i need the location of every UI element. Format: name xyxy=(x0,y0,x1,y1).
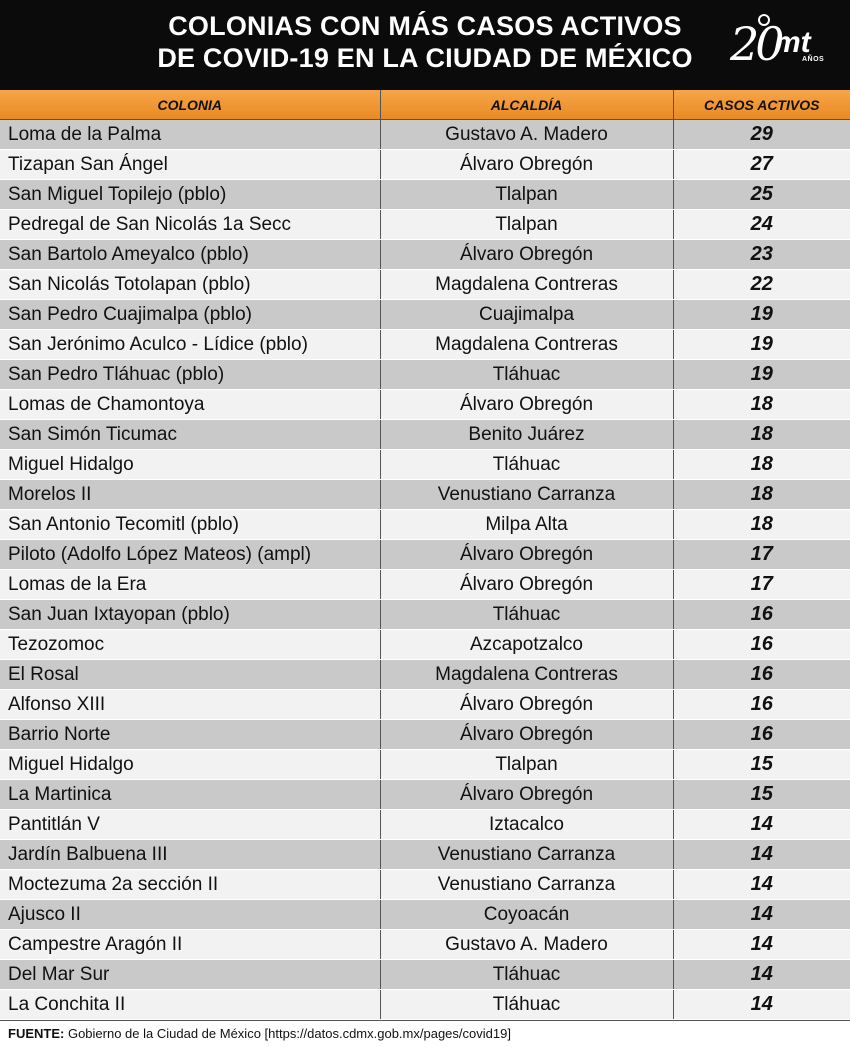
title-line-2: DE COVID-19 EN LA CIUDAD DE MÉXICO xyxy=(157,43,693,73)
cell-alcaldia: Benito Juárez xyxy=(380,420,673,450)
cell-alcaldia: Magdalena Contreras xyxy=(380,330,673,360)
cell-casos-activos: 14 xyxy=(673,870,850,900)
cell-casos-activos: 14 xyxy=(673,930,850,960)
cell-casos-activos: 18 xyxy=(673,390,850,420)
cell-colonia: San Simón Ticumac xyxy=(0,420,380,450)
table-row xyxy=(0,270,850,300)
cell-casos-activos: 19 xyxy=(673,330,850,360)
cell-alcaldia: Venustiano Carranza xyxy=(380,870,673,900)
cell-casos-activos: 14 xyxy=(673,810,850,840)
cell-alcaldia: Gustavo A. Madero xyxy=(380,120,673,150)
cell-alcaldia: Coyoacán xyxy=(380,900,673,930)
table-row xyxy=(0,330,850,360)
cell-colonia: Piloto (Adolfo López Mateos) (ampl) xyxy=(0,540,380,570)
cell-colonia: Lomas de la Era xyxy=(0,570,380,600)
cell-casos-activos: 15 xyxy=(673,780,850,810)
cell-colonia: San Pedro Tláhuac (pblo) xyxy=(0,360,380,390)
cell-casos-activos: 16 xyxy=(673,720,850,750)
cell-casos-activos: 19 xyxy=(673,300,850,330)
cell-alcaldia: Álvaro Obregón xyxy=(380,540,673,570)
cell-casos-activos: 18 xyxy=(673,510,850,540)
cell-alcaldia: Magdalena Contreras xyxy=(380,270,673,300)
cell-colonia: Jardín Balbuena III xyxy=(0,840,380,870)
cell-colonia: Pantitlán V xyxy=(0,810,380,840)
cell-casos-activos: 14 xyxy=(673,900,850,930)
cell-casos-activos: 23 xyxy=(673,240,850,270)
table-row xyxy=(0,120,850,150)
cell-colonia: El Rosal xyxy=(0,660,380,690)
table-row xyxy=(0,990,850,1020)
cell-colonia: Campestre Aragón II xyxy=(0,930,380,960)
cell-colonia: San Jerónimo Aculco - Lídice (pblo) xyxy=(0,330,380,360)
cell-casos-activos: 24 xyxy=(673,210,850,240)
table-row xyxy=(0,660,850,690)
title-line-1: COLONIAS CON MÁS CASOS ACTIVOS xyxy=(168,11,682,41)
cell-colonia: San Pedro Cuajimalpa (pblo) xyxy=(0,300,380,330)
cell-colonia: Miguel Hidalgo xyxy=(0,450,380,480)
cell-alcaldia: Iztacalco xyxy=(380,810,673,840)
cases-table xyxy=(0,90,850,1020)
cell-casos-activos: 16 xyxy=(673,690,850,720)
cell-colonia: La Conchita II xyxy=(0,990,380,1020)
cell-casos-activos: 22 xyxy=(673,270,850,300)
cell-alcaldia: Tláhuac xyxy=(380,450,673,480)
logo-number: 20 xyxy=(730,17,781,71)
table-row xyxy=(0,960,850,990)
table-row xyxy=(0,570,850,600)
cell-casos-activos: 14 xyxy=(673,840,850,870)
cell-alcaldia: Álvaro Obregón xyxy=(380,570,673,600)
cell-alcaldia: Tláhuac xyxy=(380,960,673,990)
source-text: Gobierno de la Ciudad de México [https://datos.cdmx.gob.mx/pages/covid19] xyxy=(67,1026,511,1041)
cell-casos-activos: 19 xyxy=(673,360,850,390)
table-row xyxy=(0,360,850,390)
cell-casos-activos: 16 xyxy=(673,630,850,660)
table-row xyxy=(0,450,850,480)
cell-alcaldia: Venustiano Carranza xyxy=(380,840,673,870)
cell-alcaldia: Álvaro Obregón xyxy=(380,150,673,180)
table-row xyxy=(0,720,850,750)
cell-alcaldia: Álvaro Obregón xyxy=(380,390,673,420)
table-row xyxy=(0,870,850,900)
page-title xyxy=(0,10,850,74)
cell-colonia: San Miguel Topilejo (pblo) xyxy=(0,180,380,210)
cell-casos-activos: 25 xyxy=(673,180,850,210)
cell-casos-activos: 18 xyxy=(673,420,850,450)
cell-colonia: San Bartolo Ameyalco (pblo) xyxy=(0,240,380,270)
cell-alcaldia: Álvaro Obregón xyxy=(380,240,673,270)
column-header-colonia: COLONIA xyxy=(0,90,380,120)
table-row xyxy=(0,630,850,660)
table-row xyxy=(0,240,850,270)
cell-alcaldia: Tláhuac xyxy=(380,600,673,630)
cell-casos-activos: 16 xyxy=(673,600,850,630)
cell-colonia: Miguel Hidalgo xyxy=(0,750,380,780)
cell-casos-activos: 18 xyxy=(673,450,850,480)
table-row xyxy=(0,210,850,240)
cell-alcaldia: Tlalpan xyxy=(380,180,673,210)
cell-colonia: San Nicolás Totolapan (pblo) xyxy=(0,270,380,300)
table-row xyxy=(0,750,850,780)
table-row xyxy=(0,900,850,930)
cell-alcaldia: Venustiano Carranza xyxy=(380,480,673,510)
cell-alcaldia: Gustavo A. Madero xyxy=(380,930,673,960)
table-row xyxy=(0,540,850,570)
source-label: FUENTE: xyxy=(8,1026,65,1041)
cell-colonia: Morelos II xyxy=(0,480,380,510)
table-row xyxy=(0,510,850,540)
table-row xyxy=(0,780,850,810)
cell-alcaldia: Álvaro Obregón xyxy=(380,720,673,750)
cell-colonia: Tizapan San Ángel xyxy=(0,150,380,180)
source-footer xyxy=(0,1020,850,1047)
logo-brand: mt xyxy=(774,26,811,59)
cell-alcaldia: Cuajimalpa xyxy=(380,300,673,330)
cell-colonia: Moctezuma 2a sección II xyxy=(0,870,380,900)
cell-alcaldia: Tláhuac xyxy=(380,360,673,390)
cell-colonia: Loma de la Palma xyxy=(0,120,380,150)
cell-colonia: San Juan Ixtayopan (pblo) xyxy=(0,600,380,630)
cell-casos-activos: 16 xyxy=(673,660,850,690)
cell-casos-activos: 14 xyxy=(673,960,850,990)
cell-alcaldia: Tlalpan xyxy=(380,750,673,780)
table-row xyxy=(0,480,850,510)
cell-casos-activos: 14 xyxy=(673,990,850,1020)
cell-colonia: Barrio Norte xyxy=(0,720,380,750)
milenio-20-anos-logo xyxy=(730,14,825,74)
cell-alcaldia: Tlalpan xyxy=(380,210,673,240)
cell-alcaldia: Álvaro Obregón xyxy=(380,780,673,810)
table-row xyxy=(0,300,850,330)
table-row xyxy=(0,390,850,420)
table-row xyxy=(0,930,850,960)
cell-alcaldia: Milpa Alta xyxy=(380,510,673,540)
column-header-casos-activos: CASOS ACTIVOS xyxy=(673,90,850,120)
cell-colonia: San Antonio Tecomitl (pblo) xyxy=(0,510,380,540)
cell-alcaldia: Tláhuac xyxy=(380,990,673,1020)
table-row xyxy=(0,810,850,840)
table-row xyxy=(0,180,850,210)
cell-casos-activos: 17 xyxy=(673,540,850,570)
cell-colonia: Alfonso XIII xyxy=(0,690,380,720)
cell-casos-activos: 18 xyxy=(673,480,850,510)
table-row xyxy=(0,600,850,630)
cell-colonia: Ajusco II xyxy=(0,900,380,930)
cell-alcaldia: Azcapotzalco xyxy=(380,630,673,660)
cell-casos-activos: 29 xyxy=(673,120,850,150)
cell-casos-activos: 27 xyxy=(673,150,850,180)
header xyxy=(0,0,850,90)
cell-colonia: Tezozomoc xyxy=(0,630,380,660)
table-body xyxy=(0,120,850,1020)
cell-colonia: La Martinica xyxy=(0,780,380,810)
table-row xyxy=(0,690,850,720)
cell-colonia: Pedregal de San Nicolás 1a Secc xyxy=(0,210,380,240)
cell-alcaldia: Álvaro Obregón xyxy=(380,690,673,720)
cell-casos-activos: 17 xyxy=(673,570,850,600)
table-row xyxy=(0,150,850,180)
table-row xyxy=(0,420,850,450)
cell-colonia: Lomas de Chamontoya xyxy=(0,390,380,420)
table-row xyxy=(0,840,850,870)
cell-colonia: Del Mar Sur xyxy=(0,960,380,990)
cell-alcaldia: Magdalena Contreras xyxy=(380,660,673,690)
logo-suffix: AÑOS xyxy=(802,56,825,63)
table-header-row xyxy=(0,90,850,120)
column-header-alcaldia: ALCALDÍA xyxy=(380,90,673,120)
cell-casos-activos: 15 xyxy=(673,750,850,780)
